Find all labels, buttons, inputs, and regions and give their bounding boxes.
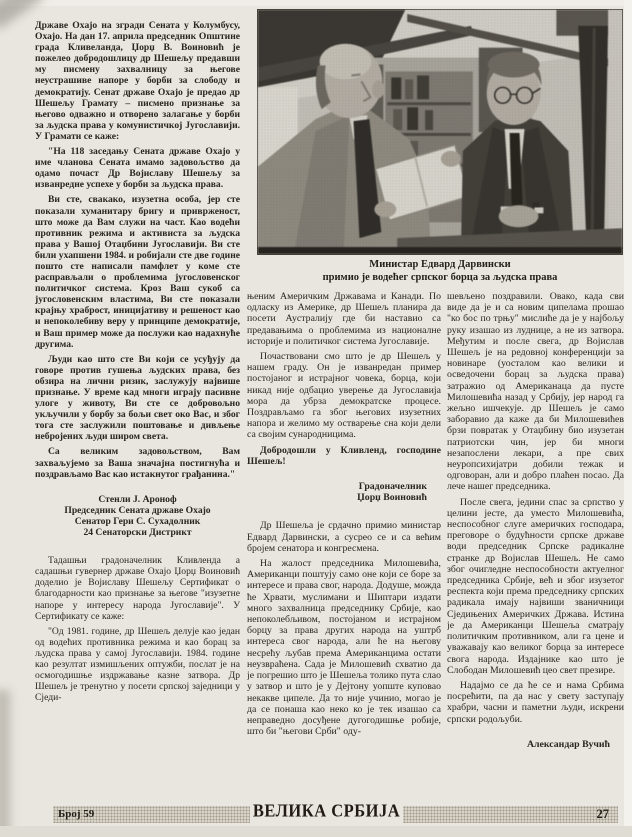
paragraph: Др Шешеља је срдачно примио министар Едвард Дарвински, а сусрео се и са већим бројем сенатора и конгресмена. (247, 520, 441, 554)
paragraph: Са великим задовољством, Вам захваљујемо за Ваша значајна постигнућа и поздрављамо Вас као истакнутог грађанина." (35, 446, 240, 480)
paragraph: На жалост председника Милошевића, Американци поштују само оне који се боре за интересе и права свог, народа. Додуше, можда ће Хрвати, муслимани и Шиптари издати много захвалница председнику Србије, као непоколебљивом, постојаном и истрајном борцу за права других народа на уштрб интереса свог народа, али ће на његову несрећу љубав према Американцима остати неузвраћена. Сада је Милошевић схватио да је погрешио што је Шешеља толико пута слао у затвор и што је у Дејтону уопште куповао некакве ципеле. Да то није учинио, могао је да се понаша као неко ко је тек изашао са неправедно досуђене дугогодишње робије, што би "његови Срби" оду- (247, 558, 441, 738)
photo-caption-line1: Министар Едвард Дарвински (369, 259, 511, 270)
scan-artifact (0, 826, 632, 837)
photo-handshake-document (257, 9, 623, 255)
column-middle (247, 291, 441, 809)
scan-artifact (0, 690, 10, 837)
footer-page-bar (403, 806, 618, 823)
paragraph: Тадашњи градоначелник Кливленда а садашњи гувернер државе Охајо Џорџ Воиновић доделио је Војиславу Шешељу Сертификат о благодарности као признање за његове "изузетне напоре у интересу народа Југославије". У Сертификату се каже: (35, 555, 240, 622)
paragraph: Државе Охајо на згради Сената у Колумбусу, Охајо. На дан 17. априла председник Општине града Кливеланда, Џорџ В. Воиновић је пожелео добродошлицу др Шешељу предавши му писмену захвалницу за његове неустрашиве напоре у борби за слободу и демократију. Сенат државе Охајо је предао др Шешељу Грамату – писмено признање за његово одважно и отворено залагање у борби за људска права у комунистичкој Југославији. У Грамати се каже: (35, 20, 240, 142)
magazine-title: ВЕЛИКА СРБИЈА (252, 800, 401, 821)
column-right (447, 291, 624, 809)
paragraph: њеним Америчким Државама и Канади. По одласку из Америке, др Шешељ планира да посети Аустралију где би наставио са предавањима о проблемима из националне историје и политичког система Југославије. (247, 291, 441, 347)
paragraph: Ви сте, свакако, изузетна особа, јер сте показали хуманитару бригу и приврженост, што може да Вам служи на част. Као водећи противник режима и активиста за људска права у Вашој Отаџбини Југославији. Ви сте били ухапшени 1984. и робијали сте две године пошто сте написали памфлет у коме сте расправљали о проблемима југословенског политичког система. Кроз Ваш сукоб са југословенским властима, Ви сте показали крајњу храброст, иницијативу и решеност као и непоколебиву веру у принципе демократије, и Ваш пример може да послужи као надахнуће другима. (35, 194, 240, 350)
paragraph: "На 118 заседању Сената државе Охајо у име чланова Сената имамо задовољство да одамо почаст Др Војиславу Шешељу за изванредне успехе у борби за људска права. (35, 146, 240, 191)
paragraph: Градоначелник (358, 481, 427, 493)
photo-illustration (258, 10, 622, 254)
paragraph: После свега, једини спас за српство у целини јесте, да уместо Милошевића, неспособног слуге америчких господара, преговоре о будућности српске државе води председник Српске радикалне странке др Војислав Шешељ. Не само због очигледне неспособности актуелног председника Србије, већ и због изузетог респекта који према председнику српских радикала имају највиши званичници Сједињених Америчких Држава. Истина је да Американци Шешеља сматрају политичким противником, али га цене и уважавају као великог борца за интересе свога народа. Издајнике као што је Слободан Милошевић цео свет презире. (447, 496, 624, 676)
paragraph: Александар Вучић (526, 738, 610, 750)
paragraph: Џорџ Воиновић (357, 492, 427, 504)
footer-issue-bar (53, 806, 250, 823)
column-left (35, 20, 240, 810)
paragraph: Сенатор Гери С. Сухадолник (74, 515, 201, 527)
paragraph: 24 Сенаторски Дистрикт (83, 527, 192, 539)
paragraph: Почаствовани смо што је др Шешељ у нашем граду. Он је изванредан пример постојаног и истрајног човека, борца, који никад није одбацио уверење да Југославија мора да убрза демократске процесе. Поздрављамо га због његових изузетних напора и желимо му остварење сна који дели са својим сународницима. (247, 351, 441, 441)
paragraph: "Од 1981. године, др Шешељ делује као један од водећих противника режима и као борац за људска права у самој Југославији. 1984. године као резултат измишљених оптужби, послат је на осмогодишње издржавање казне затвора. Др Шешељ је тренутно у посети српској заједници у Сједи- (35, 625, 240, 704)
scan-artifact (0, 0, 632, 6)
paragraph: Људи као што сте Ви који се усуђују да говоре против гушења људских права, без обзира на лични ризик, заслужују највише признање. У време кад многи играју пасивне улоге у животу, Ви сте се добровољно укључили у борбу за бољи свет око Вас, и због тога сте заслужили поштовање и дивљење небројених људи широм света. (35, 353, 240, 443)
paragraph: шевљено поздравили. Овако, када сви виде да је и са новим ципелама прошао "ко бос по трњу" мислиће да је у најбољу руку изашао из луднице, а не из затвора. Међутим и после свега, др Војислав Шешељ је на редовној конференцији за новинаре (уосталом као велики и осведочени борац за људска права) затражио од Американаца да пусте Милошевића назад у Србију, јер народ га жељно ишчекује. др Шешељ је само заборавио да каже да би Милошевићев брзи повратак у Отаџбину био изузетан патриотски чин, јер би многи незапослени лекари, а пре свих неуропсихијатри добили тежак и одговоран, али и добро плаћен посао. Да лече нашег председника. (447, 291, 624, 493)
photo-caption (257, 258, 623, 284)
paragraph: Председник Сената државе Охајо (64, 504, 211, 516)
scan-artifact (624, 0, 632, 837)
photo-caption-line2: примио је водећег српског борца за људска права (322, 272, 558, 283)
page-number: 27 (596, 807, 609, 821)
paragraph: Надајмо се да ће се и нама Србима посрећити, па да нас у свету заступају храбри, часни и паметни људи, искрени српски родољуби. (447, 679, 624, 725)
paragraph: Стенли Ј. Ароноф (98, 493, 177, 505)
issue-label: Број 59 (58, 808, 95, 820)
paragraph: Добродошли у Кливленд, господине Шешељ! (247, 444, 441, 467)
